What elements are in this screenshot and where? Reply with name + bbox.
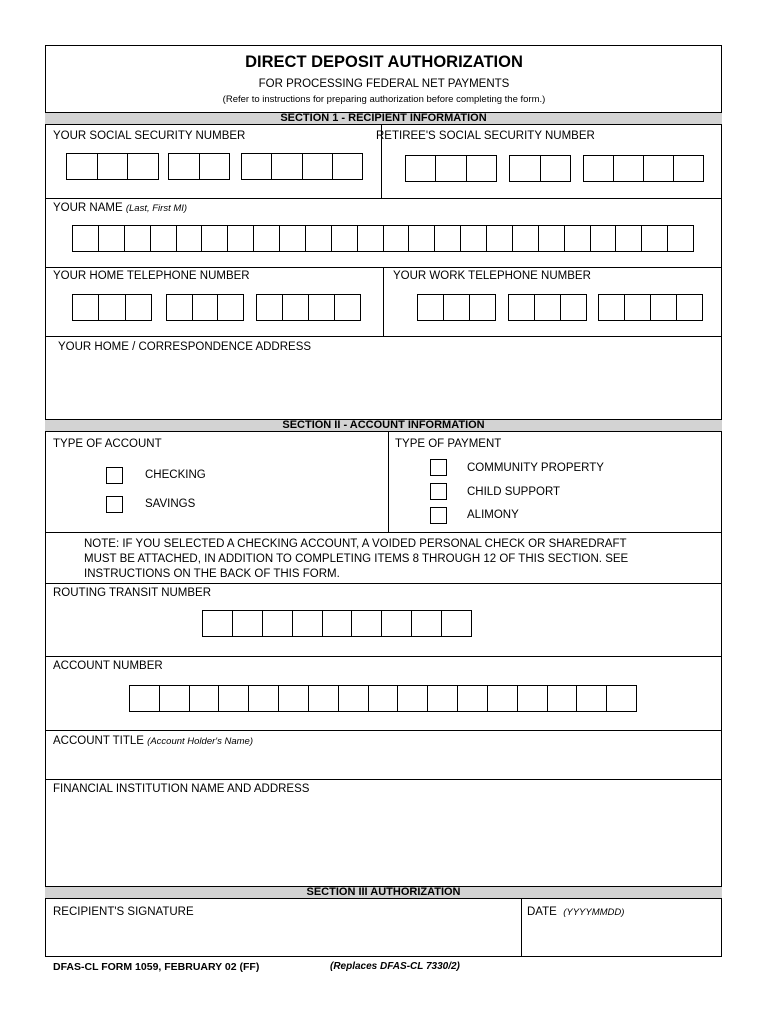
character-box[interactable] (332, 226, 358, 251)
retiree-ssn-part1-field[interactable] (405, 155, 497, 182)
character-box[interactable] (488, 686, 518, 711)
signature-field[interactable] (53, 921, 513, 953)
name-hint: (Last, First MI) (125, 203, 188, 214)
divider (388, 432, 389, 532)
savings-checkbox[interactable] (106, 496, 123, 513)
account-number-label: ACCOUNT NUMBER (53, 660, 163, 672)
character-box[interactable] (306, 226, 332, 251)
home-phone-line-field[interactable] (256, 294, 361, 321)
divider (521, 899, 522, 957)
type-of-account-label: TYPE OF ACCOUNT (53, 438, 162, 450)
routing-label: ROUTING TRANSIT NUMBER (53, 587, 212, 599)
work-phone-prefix-field[interactable] (508, 294, 587, 321)
section3-heading: SECTION III AUTHORIZATION (45, 886, 722, 899)
character-box[interactable] (616, 226, 642, 251)
work-phone-area-field[interactable] (417, 294, 496, 321)
type-of-payment-label: TYPE OF PAYMENT (395, 438, 502, 450)
date-label-text: DATE (527, 906, 557, 918)
character-box[interactable] (548, 686, 578, 711)
form-title: DIRECT DEPOSIT AUTHORIZATION (245, 53, 523, 71)
character-box[interactable] (219, 686, 249, 711)
character-box[interactable] (398, 686, 428, 711)
character-box[interactable] (99, 226, 125, 251)
character-box[interactable] (642, 226, 668, 251)
character-box[interactable] (202, 226, 228, 251)
signature-label: RECIPIENT'S SIGNATURE (53, 906, 194, 918)
retiree-ssn-label: RETIREE'S SOCIAL SECURITY NUMBER (376, 130, 595, 142)
divider (383, 267, 384, 336)
account-title-label-text: ACCOUNT TITLE (53, 735, 144, 747)
character-box[interactable] (458, 686, 488, 711)
character-box[interactable] (279, 686, 309, 711)
account-title-field[interactable] (53, 751, 713, 777)
routing-number-field[interactable] (202, 610, 472, 637)
divider (45, 532, 722, 533)
character-box[interactable] (323, 611, 353, 636)
form-instruction: (Refer to instructions for preparing authorization before completing the form.) (222, 94, 546, 105)
child-support-checkbox[interactable] (430, 483, 447, 500)
character-box[interactable] (203, 611, 233, 636)
character-box[interactable] (412, 611, 442, 636)
character-box[interactable] (280, 226, 306, 251)
character-box[interactable] (577, 686, 607, 711)
retiree-ssn-part2-field[interactable] (509, 155, 571, 182)
character-box[interactable] (339, 686, 369, 711)
character-box[interactable] (160, 686, 190, 711)
character-box[interactable] (73, 226, 99, 251)
character-box[interactable] (382, 611, 412, 636)
child-support-label: CHILD SUPPORT (467, 486, 561, 498)
date-hint: (YYYYMMDD) (563, 907, 625, 918)
home-phone-prefix-field[interactable] (166, 294, 244, 321)
divider (45, 730, 722, 731)
character-box[interactable] (130, 686, 160, 711)
replaces-note: (Replaces DFAS-CL 7330/2) (330, 961, 460, 972)
character-box[interactable] (151, 226, 177, 251)
name-label-text: YOUR NAME (53, 202, 123, 214)
address-label: YOUR HOME / CORRESPONDENCE ADDRESS (58, 341, 312, 353)
institution-field[interactable] (53, 800, 713, 880)
account-number-field[interactable] (129, 685, 637, 712)
character-box[interactable] (461, 226, 487, 251)
ssn-label: YOUR SOCIAL SECURITY NUMBER (53, 130, 246, 142)
character-box[interactable] (249, 686, 279, 711)
character-box[interactable] (254, 226, 280, 251)
alimony-checkbox[interactable] (430, 507, 447, 524)
character-box[interactable] (409, 226, 435, 251)
date-field[interactable] (527, 921, 713, 953)
checking-checkbox[interactable] (106, 467, 123, 484)
character-box[interactable] (487, 226, 513, 251)
character-box[interactable] (442, 611, 471, 636)
work-phone-line-field[interactable] (598, 294, 703, 321)
character-box[interactable] (539, 226, 565, 251)
divider (45, 336, 722, 337)
character-box[interactable] (435, 226, 461, 251)
character-box[interactable] (309, 686, 339, 711)
character-box[interactable] (513, 226, 539, 251)
character-box[interactable] (263, 611, 293, 636)
home-phone-area-field[interactable] (72, 294, 152, 321)
name-field[interactable] (72, 225, 694, 252)
name-label (53, 202, 187, 214)
section1-heading: SECTION 1 - RECIPIENT INFORMATION (45, 112, 722, 125)
character-box[interactable] (518, 686, 548, 711)
character-box[interactable] (369, 686, 399, 711)
note-line: MUST BE ATTACHED, IN ADDITION TO COMPLETING ITEMS 8 THROUGH 12 OF THIS SECTION. SEE (84, 553, 629, 565)
character-box[interactable] (125, 226, 151, 251)
checking-note (84, 537, 704, 582)
ssn-part2-field[interactable] (168, 153, 230, 180)
account-title-hint: (Account Holder's Name) (147, 736, 253, 747)
character-box[interactable] (228, 226, 254, 251)
character-box[interactable] (352, 611, 382, 636)
character-box[interactable] (384, 226, 410, 251)
institution-label: FINANCIAL INSTITUTION NAME AND ADDRESS (53, 783, 310, 795)
retiree-ssn-part3-field[interactable] (583, 155, 704, 182)
divider (45, 583, 722, 584)
divider (45, 779, 722, 780)
character-box[interactable] (591, 226, 617, 251)
community-property-checkbox[interactable] (430, 459, 447, 476)
divider (381, 125, 382, 198)
checking-label: CHECKING (145, 469, 206, 481)
character-box[interactable] (668, 226, 693, 251)
character-box[interactable] (565, 226, 591, 251)
account-title-label (53, 735, 253, 747)
home-phone-label: YOUR HOME TELEPHONE NUMBER (53, 270, 250, 282)
date-label (527, 906, 624, 918)
note-line: NOTE: IF YOU SELECTED A CHECKING ACCOUNT, A VOIDED PERSONAL CHECK OR SHAREDRAFT (84, 538, 627, 550)
note-line: INSTRUCTIONS ON THE BACK OF THIS FORM. (84, 568, 340, 580)
form-id: DFAS-CL FORM 1059, FEBRUARY 02 (FF) (53, 961, 260, 973)
character-box[interactable] (233, 611, 263, 636)
work-phone-label: YOUR WORK TELEPHONE NUMBER (393, 270, 591, 282)
character-box[interactable] (428, 686, 458, 711)
character-box[interactable] (190, 686, 220, 711)
ssn-part1-field[interactable] (66, 153, 159, 180)
character-box[interactable] (293, 611, 323, 636)
form-subtitle: FOR PROCESSING FEDERAL NET PAYMENTS (258, 78, 510, 90)
community-property-label: COMMUNITY PROPERTY (467, 462, 604, 474)
section2-heading: SECTION II - ACCOUNT INFORMATION (45, 419, 722, 432)
savings-label: SAVINGS (145, 498, 196, 510)
ssn-part3-field[interactable] (241, 153, 363, 180)
character-box[interactable] (607, 686, 636, 711)
character-box[interactable] (177, 226, 203, 251)
divider (45, 656, 722, 657)
address-field[interactable] (53, 357, 713, 415)
divider (45, 198, 722, 199)
form-body (45, 45, 722, 957)
character-box[interactable] (358, 226, 384, 251)
alimony-label: ALIMONY (467, 509, 519, 521)
